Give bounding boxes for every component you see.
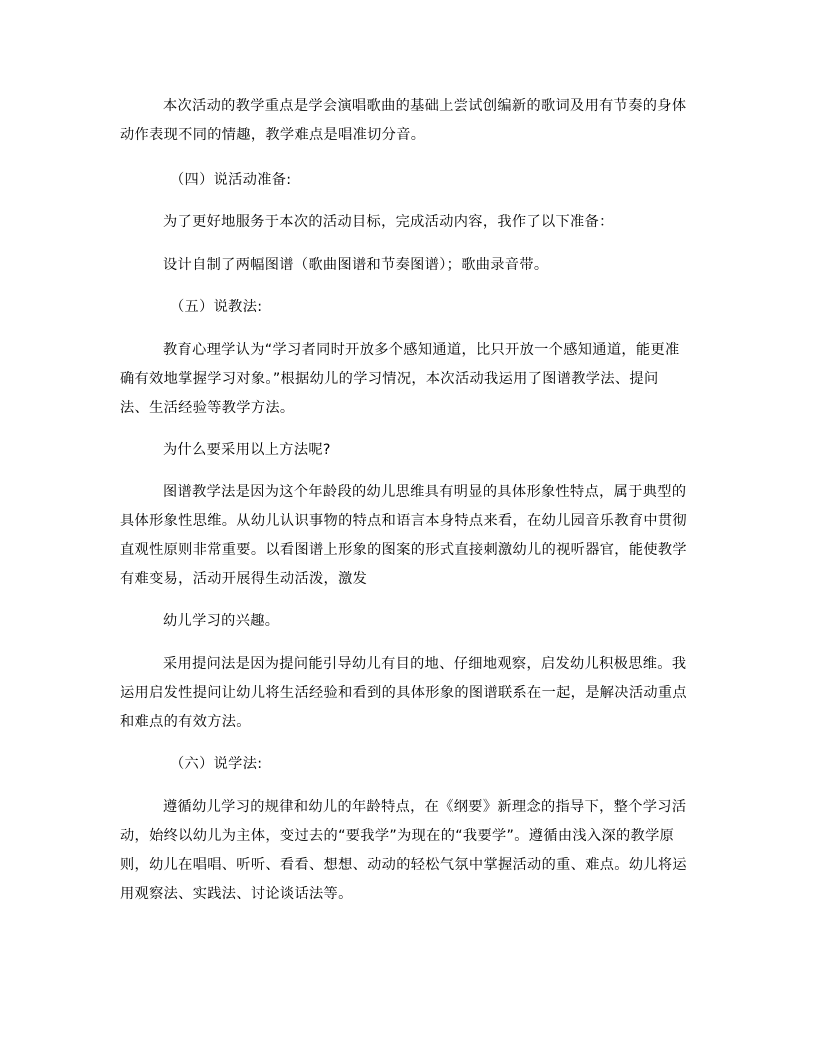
text-line: 本次活动的教学重点是学会演唱歌曲的基础上尝试创编新的歌词及用有节奏的身体: [163, 98, 687, 114]
text-line: 用观察法、实践法、讨论谈话法等。: [120, 886, 353, 902]
heading-learning-methods: （六）说学法:: [170, 756, 263, 772]
heading-teaching-methods: （五）说教法:: [170, 299, 263, 315]
text-line: 图谱教学法是因为这个年龄段的幼儿思维具有明显的具体形象性特点，属于典型的: [163, 484, 687, 500]
paragraph-psychology-quote: [120, 336, 696, 423]
text-line: 教育心理学认为“学习者同时开放多个感知通道，比只开放一个感知通道，能更准: [163, 342, 680, 358]
paragraph-chart-method: [120, 478, 696, 594]
paragraph-why-methods: 为什么要采用以上方法呢?: [163, 442, 331, 458]
paragraph-learning-interest: 幼儿学习的兴趣。: [163, 613, 280, 629]
text-line: 法、生活经验等教学方法。: [120, 400, 295, 416]
text-line: 具体形象性思维。从幼儿认识事物的特点和语言本身特点来看，在幼儿园音乐教育中贯彻: [120, 513, 687, 529]
text-line: 动，始终以幼儿为主体，变过去的“要我学”为现在的“我要学”。遵循由浅入深的教学原: [120, 828, 675, 844]
paragraph-teaching-focus: [120, 92, 696, 150]
text-line: 直观性原则非常重要。以看图谱上形象的图案的形式直接刺激幼儿的视听器官，能使教学: [120, 542, 687, 558]
text-line: 运用启发性提问让幼儿将生活经验和看到的具体形象的图谱联系在一起，是解决活动重点: [120, 685, 687, 701]
text-line: 确有效地掌握学习对象。”根据幼儿的学习情况，本次活动我运用了图谱教学法、提问: [120, 371, 659, 387]
text-line: 动作表现不同的情趣，教学难点是唱准切分音。: [120, 127, 426, 143]
text-line: 遵循幼儿学习的规律和幼儿的年龄特点，在《纲要》新理念的指导下，整个学习活: [163, 799, 687, 815]
paragraph-preparation-items: 设计自制了两幅图谱（歌曲图谱和节奏图谱）；歌曲录音带。: [163, 257, 549, 273]
paragraph-learning-approach: [120, 793, 696, 909]
text-line: 则，幼儿在唱唱、听听、看看、想想、动动的轻松气氛中掌握活动的重、难点。幼儿将运: [120, 857, 687, 873]
text-line: 有难变易，活动开展得生动活泼，激发: [120, 571, 368, 587]
paragraph-preparation-intro: 为了更好地服务于本次的活动目标，完成活动内容，我作了以下准备：: [163, 214, 614, 230]
text-line: 和难点的有效方法。: [120, 714, 251, 730]
paragraph-questioning-method: [120, 650, 696, 737]
heading-activity-preparation: （四）说活动准备:: [170, 172, 292, 188]
text-line: 采用提问法是因为提问能引导幼儿有目的地、仔细地观察，启发幼儿积极思维。我: [163, 656, 687, 672]
